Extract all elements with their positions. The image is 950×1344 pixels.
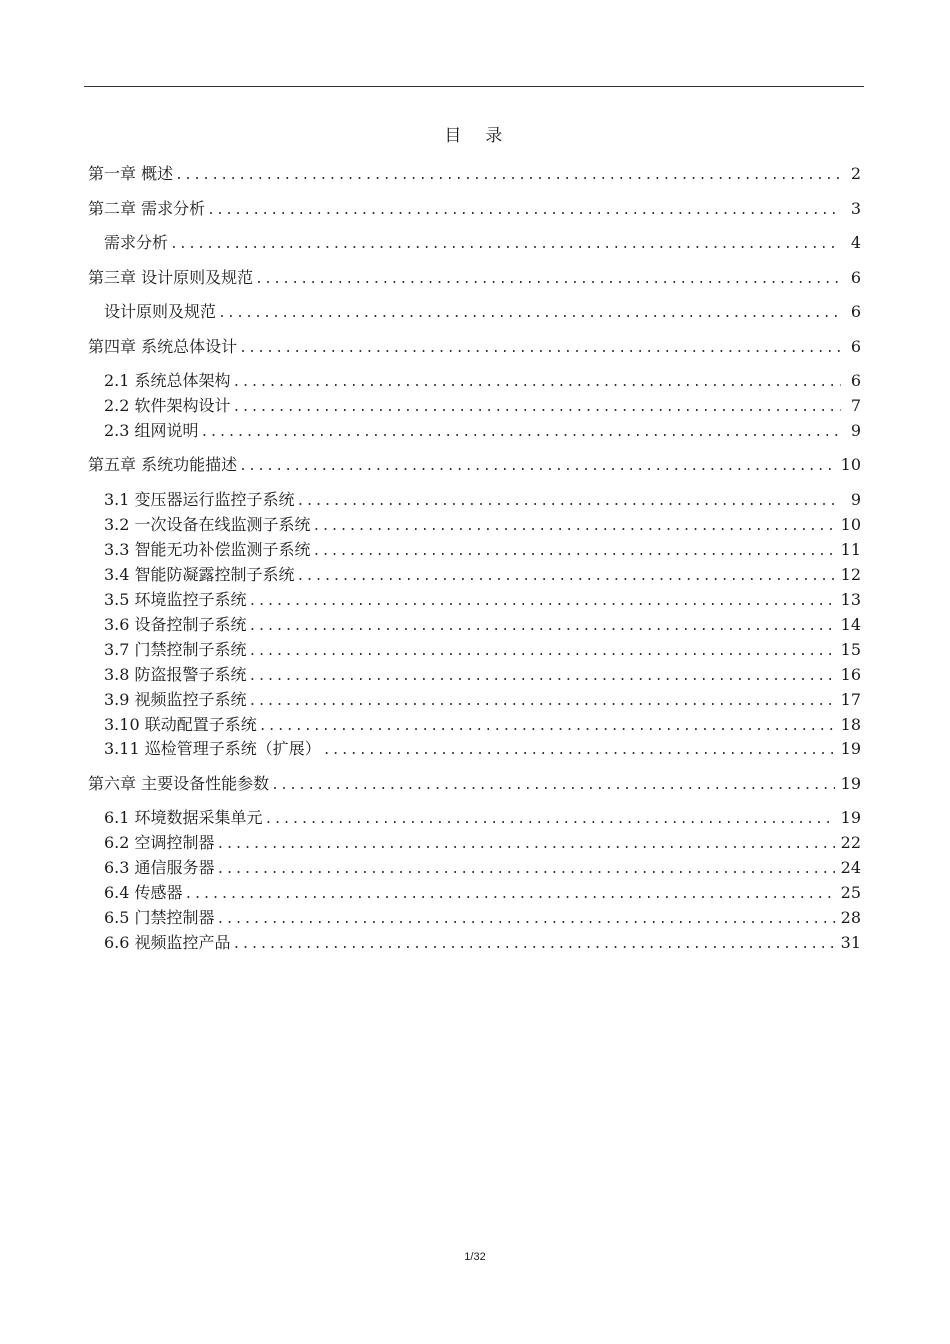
dot-leader: [233, 396, 841, 420]
toc-entry-label: 2.2 软件架构设计: [104, 396, 231, 415]
dot-leader: [313, 515, 835, 539]
dot-leader: [297, 565, 835, 589]
toc-entry-page: 6: [850, 302, 861, 321]
toc-entry-page: 7: [850, 396, 861, 415]
dot-leader: [265, 808, 835, 832]
dot-leader: [249, 690, 835, 714]
toc-entry-label: 需求分析: [104, 233, 169, 252]
toc-entry-section[interactable]: [104, 737, 861, 761]
toc-entry-section[interactable]: [104, 881, 861, 905]
toc-entry-label: 3.7 门禁控制子系统: [104, 640, 247, 659]
toc-entry-section[interactable]: [104, 856, 861, 880]
toc-entry-section[interactable]: [104, 300, 861, 324]
toc-entry-section[interactable]: [104, 663, 861, 687]
toc-entry-section[interactable]: [104, 563, 861, 587]
toc-entry-label: 6.1 环境数据采集单元: [104, 808, 263, 827]
dot-leader: [297, 490, 841, 514]
toc-entry-section[interactable]: [104, 394, 861, 418]
toc-entry-label: 3.9 视频监控子系统: [104, 690, 247, 709]
dot-leader: [249, 590, 835, 614]
dot-leader: [249, 640, 835, 664]
toc-entry-page: 6: [850, 268, 861, 287]
toc-entry-label: 3.11 巡检管理子系统（扩展）: [104, 739, 321, 758]
toc-entry-section[interactable]: [104, 638, 861, 662]
toc-entry-section[interactable]: [104, 538, 861, 562]
toc-entry-chapter-4[interactable]: [88, 335, 861, 359]
toc-entry-page: 6: [850, 337, 861, 356]
dot-leader: [217, 858, 835, 882]
toc-entry-label: 3.10 联动配置子系统: [104, 715, 257, 734]
toc-entry-label: 6.3 通信服务器: [104, 858, 215, 877]
dot-leader: [175, 164, 841, 188]
dot-leader: [207, 199, 841, 223]
dot-leader: [233, 371, 841, 395]
toc-entry-label: 3.1 变压器运行监控子系统: [104, 490, 295, 509]
dot-leader: [233, 933, 835, 957]
toc-entry-page: 6: [850, 371, 861, 390]
toc-entry-page: 11: [840, 540, 861, 559]
toc-entry-page: 31: [840, 933, 861, 952]
toc-entry-page: 25: [840, 883, 861, 902]
toc-entry-page: 18: [840, 715, 861, 734]
toc-entry-label: 6.2 空调控制器: [104, 833, 215, 852]
toc-entry-section[interactable]: [104, 906, 861, 930]
dot-leader: [313, 540, 835, 564]
toc-entry-label: 3.8 防盗报警子系统: [104, 665, 247, 684]
dot-leader: [271, 774, 835, 798]
dot-leader: [255, 268, 841, 292]
toc-entry-page: 9: [850, 421, 861, 440]
dot-leader: [185, 883, 835, 907]
dot-leader: [239, 455, 835, 479]
toc-entry-page: 16: [840, 665, 861, 684]
toc-entry-label: 第六章 主要设备性能参数: [88, 774, 270, 793]
toc-entry-label: 3.4 智能防凝露控制子系统: [104, 565, 295, 584]
toc-entry-section[interactable]: [104, 613, 861, 637]
toc-entry-chapter-2[interactable]: [88, 197, 861, 221]
dot-leader: [249, 665, 835, 689]
toc-entry-page: 4: [850, 233, 861, 252]
toc-entry-chapter-6[interactable]: [88, 772, 861, 796]
toc-entry-section[interactable]: [104, 588, 861, 612]
toc-entry-section[interactable]: [104, 713, 861, 737]
toc-entry-section[interactable]: [104, 931, 861, 955]
toc-entry-page: 24: [840, 858, 861, 877]
toc-entry-page: 9: [850, 490, 861, 509]
dot-leader: [323, 739, 835, 763]
toc-entry-page: 17: [840, 690, 861, 709]
header-rule: [84, 86, 864, 87]
toc-entry-page: 28: [840, 908, 861, 927]
toc-entry-label: 设计原则及规范: [104, 302, 217, 321]
toc-entry-chapter-3[interactable]: [88, 266, 861, 290]
toc-entry-section[interactable]: [104, 231, 861, 255]
toc-entry-page: 10: [840, 515, 861, 534]
toc-entry-label: 第三章 设计原则及规范: [88, 268, 254, 287]
toc-entry-label: 第四章 系统总体设计: [88, 337, 238, 356]
toc-entry-label: 2.3 组网说明: [104, 421, 199, 440]
toc-entry-label: 6.5 门禁控制器: [104, 908, 215, 927]
dot-leader: [170, 233, 841, 257]
toc-title: 目 录: [444, 126, 506, 146]
toc-entry-page: 14: [840, 615, 861, 634]
toc-entry-section[interactable]: [104, 513, 861, 537]
dot-leader: [259, 715, 835, 739]
toc-entry-label: 3.5 环境监控子系统: [104, 590, 247, 609]
toc-entry-section[interactable]: [104, 369, 861, 393]
toc-entry-label: 3.2 一次设备在线监测子系统: [104, 515, 311, 534]
toc-entry-page: 22: [840, 833, 861, 852]
toc-entry-label: 3.6 设备控制子系统: [104, 615, 247, 634]
toc-entry-page: 10: [840, 455, 861, 474]
toc-entry-section[interactable]: [104, 831, 861, 855]
page-number: 1/32: [464, 1251, 486, 1263]
dot-leader: [217, 908, 835, 932]
toc-entry-chapter-1[interactable]: [88, 162, 861, 186]
toc-entry-section[interactable]: [104, 488, 861, 512]
toc-entry-label: 第五章 系统功能描述: [88, 455, 238, 474]
toc-entry-label: 3.3 智能无功补偿监测子系统: [104, 540, 311, 559]
dot-leader: [218, 302, 841, 326]
toc-entry-page: 19: [840, 774, 861, 793]
toc-entry-page: 2: [850, 164, 861, 183]
toc-entry-page: 3: [850, 199, 861, 218]
dot-leader: [239, 337, 841, 361]
toc-entry-page: 19: [840, 739, 861, 758]
toc-entry-label: 第一章 概述: [88, 164, 174, 183]
toc-entry-page: 15: [840, 640, 861, 659]
dot-leader: [249, 615, 835, 639]
toc-entry-label: 6.4 传感器: [104, 883, 183, 902]
toc-entry-page: 13: [840, 590, 861, 609]
toc-entry-section[interactable]: [104, 419, 861, 443]
toc-entry-section[interactable]: [104, 806, 861, 830]
toc-entry-page: 19: [840, 808, 861, 827]
toc-entry-label: 第二章 需求分析: [88, 199, 206, 218]
toc-entry-label: 6.6 视频监控产品: [104, 933, 231, 952]
toc-entry-chapter-5[interactable]: [88, 453, 861, 477]
dot-leader: [201, 421, 841, 445]
toc-entry-section[interactable]: [104, 688, 861, 712]
toc-entry-label: 2.1 系统总体架构: [104, 371, 231, 390]
dot-leader: [217, 833, 835, 857]
toc-entry-page: 12: [840, 565, 861, 584]
